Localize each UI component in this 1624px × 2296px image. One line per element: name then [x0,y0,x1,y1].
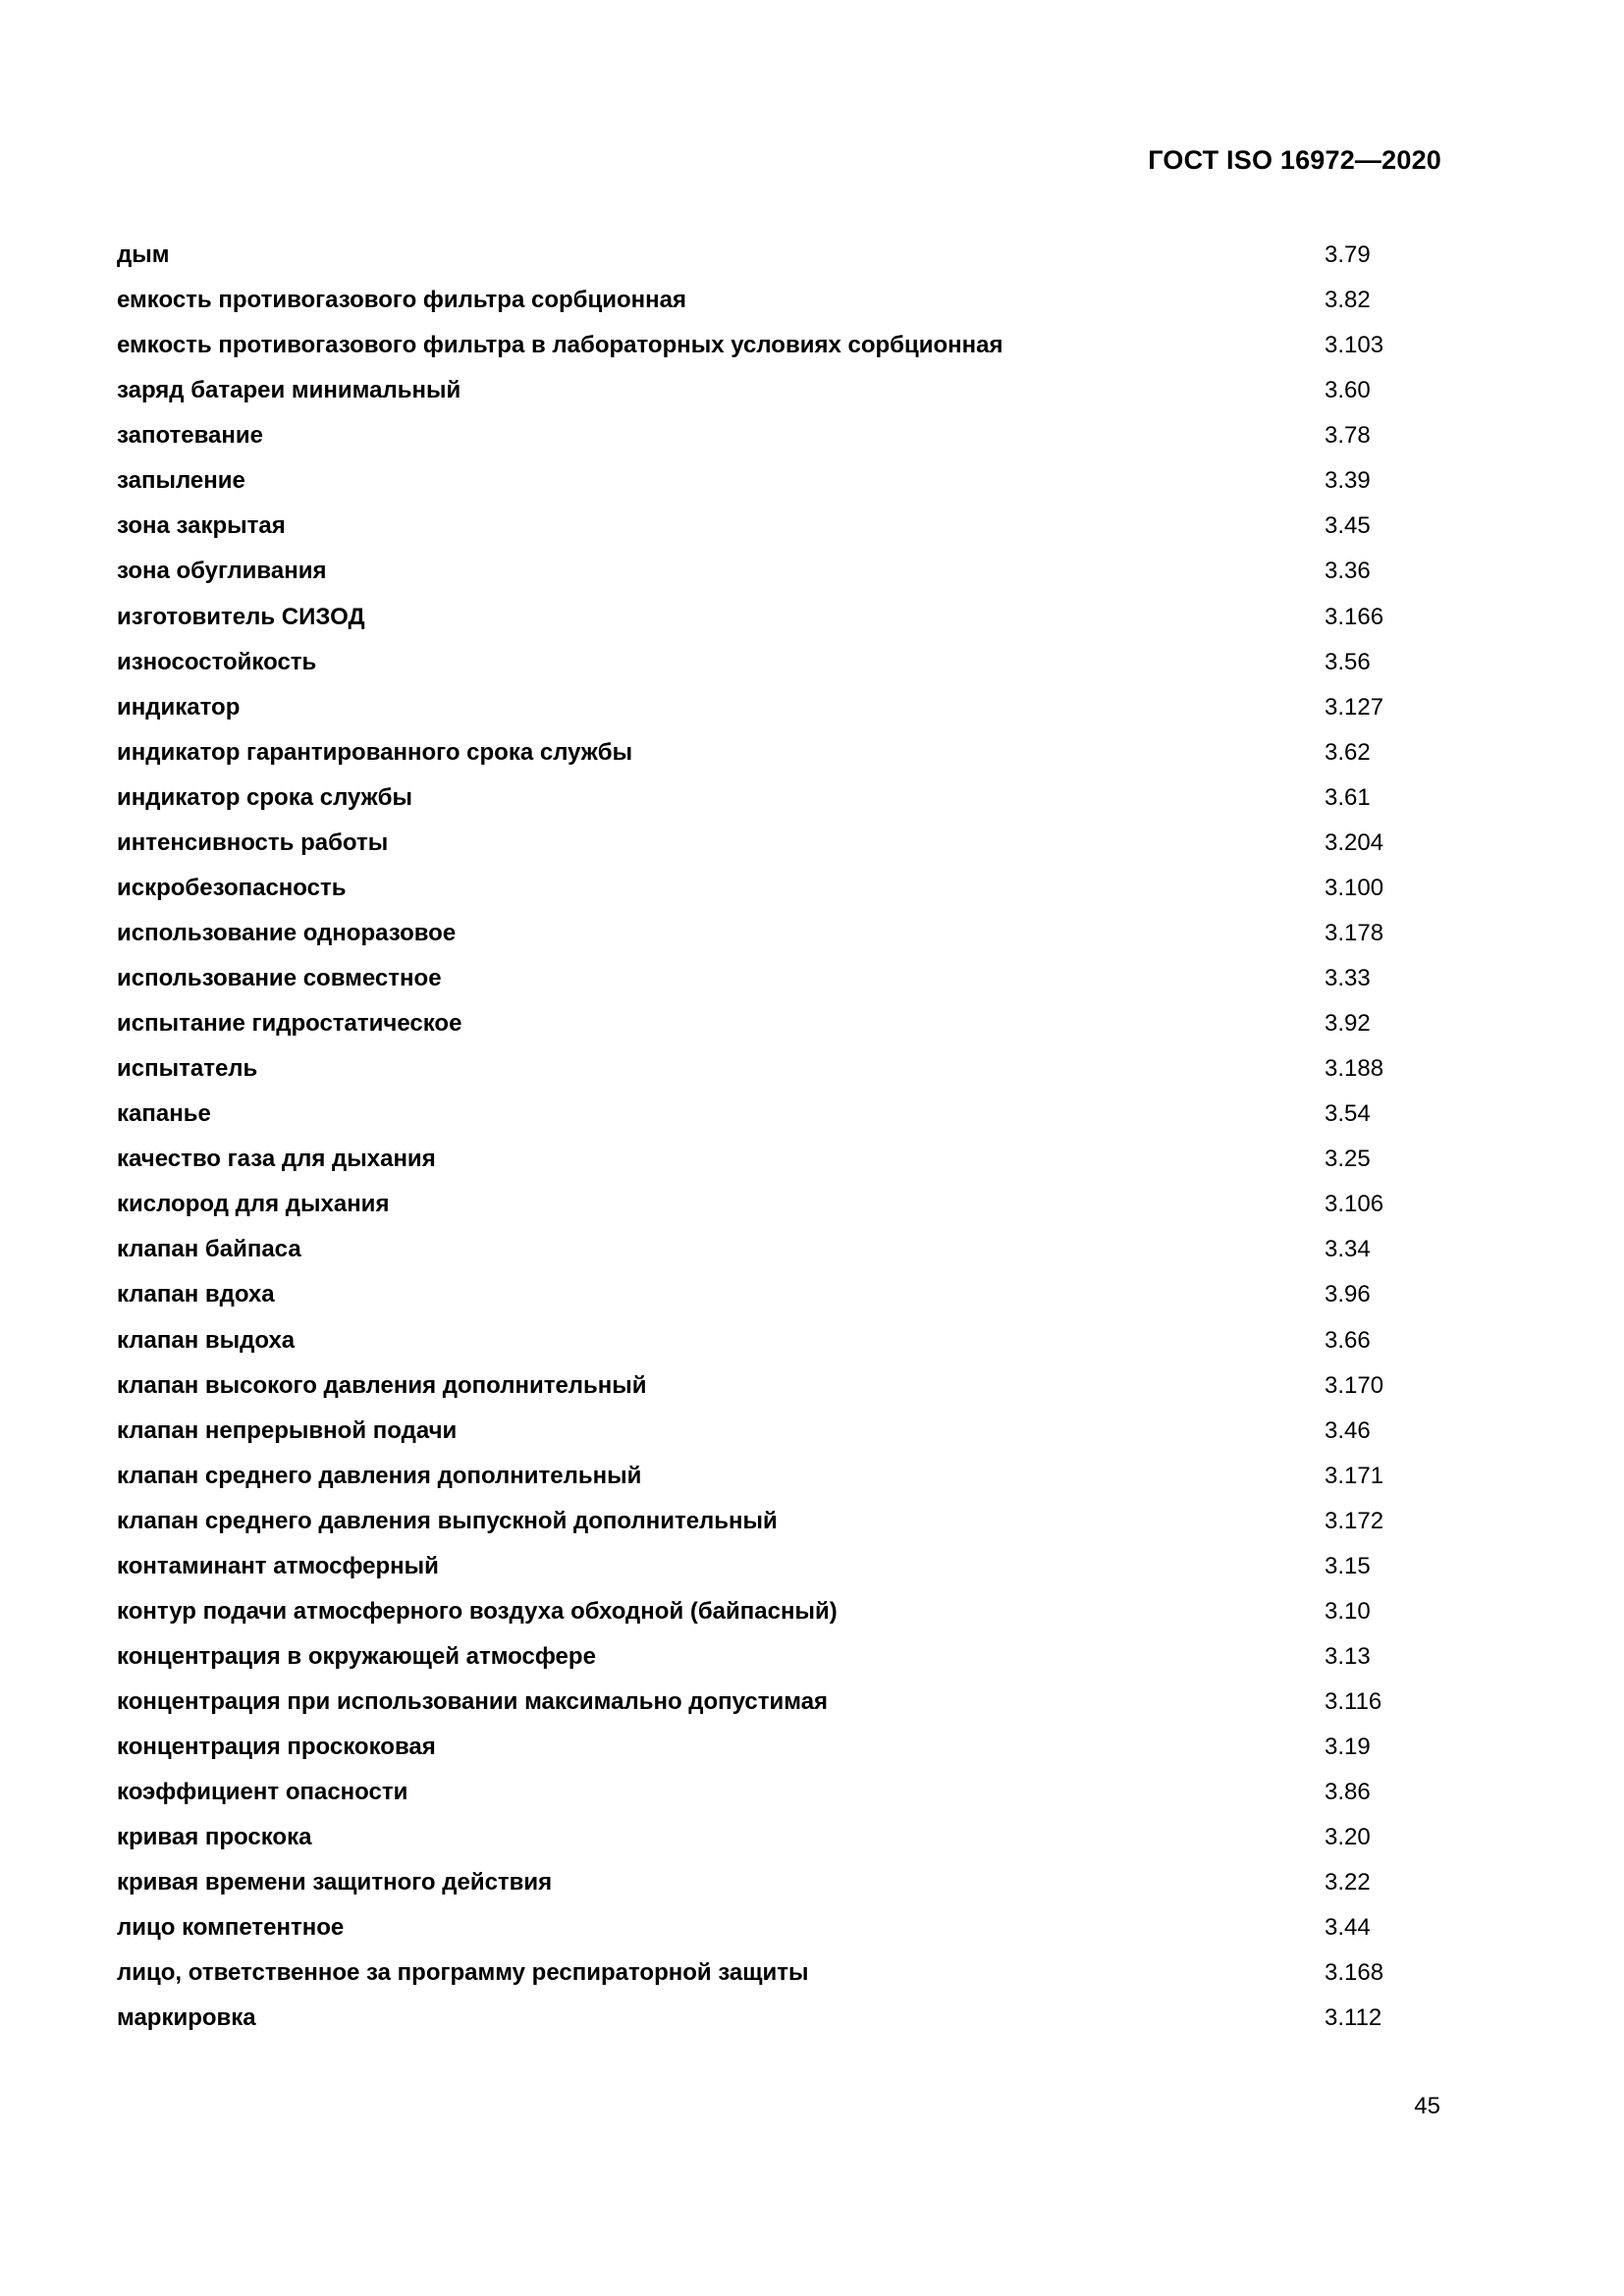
index-entry [117,1594,1393,1639]
index-reference: 3.39 [1325,467,1371,495]
index-term: качество газа для дыхания [117,1146,436,1173]
index-entry [117,780,1393,826]
index-term: испытание гидростатическое [117,1010,462,1038]
index-reference: 3.96 [1325,1281,1371,1308]
index-term: зона обугливания [117,558,327,585]
index-reference: 3.92 [1325,1010,1371,1038]
index-term: клапан непрерывной подачи [117,1416,458,1444]
index-reference: 3.172 [1325,1507,1384,1534]
index-term: запотевание [117,422,264,450]
index-reference: 3.171 [1325,1462,1384,1489]
index-term: индикатор гарантированного срока службы [117,738,633,766]
index-reference: 3.166 [1325,603,1384,630]
index-entry [117,1414,1393,1459]
index-reference: 3.170 [1325,1371,1384,1399]
index-term: кривая проскока [117,1824,312,1851]
index-reference: 3.15 [1325,1552,1371,1579]
index-entry [117,916,1393,961]
index-reference: 3.86 [1325,1779,1371,1806]
index-entry [117,1142,1393,1187]
index-term: емкость противогазового фильтра сорбционная [117,287,686,314]
index-reference: 3.61 [1325,783,1371,811]
index-term: лицо, ответственное за программу респираторной защиты [117,1959,809,1987]
index-reference: 3.54 [1325,1100,1371,1128]
index-reference: 3.13 [1325,1642,1371,1670]
index-reference: 3.34 [1325,1236,1371,1263]
index-term: маркировка [117,2004,256,2032]
index-term: лицо компетентное [117,1914,345,1942]
index-entry [117,508,1393,554]
index-term: индикатор [117,693,241,721]
index-entry [117,645,1393,690]
index-reference: 3.56 [1325,648,1371,675]
index-term: клапан байпаса [117,1236,301,1263]
index-reference: 3.127 [1325,693,1384,721]
alphabetical-index [117,238,1393,2047]
index-entry [117,418,1393,463]
index-entry [117,1187,1393,1232]
index-reference: 3.33 [1325,965,1371,991]
index-term: клапан среднего давления дополнительный [117,1462,642,1489]
index-entry [117,826,1393,871]
index-entry [117,1684,1393,1730]
index-reference: 3.44 [1325,1914,1371,1942]
index-term: концентрация в окружающей атмосфере [117,1642,596,1670]
index-entry [117,1096,1393,1142]
index-entry [117,871,1393,916]
index-entry [117,1323,1393,1368]
index-reference: 3.25 [1325,1146,1371,1173]
index-reference: 3.78 [1325,422,1371,450]
index-reference: 3.82 [1325,287,1371,314]
index-term: запыление [117,467,245,495]
index-reference: 3.10 [1325,1597,1371,1625]
index-term: заряд батареи минимальный [117,377,461,404]
index-term: клапан высокого давления дополнительный [117,1371,647,1399]
index-reference: 3.66 [1325,1326,1371,1354]
index-reference: 3.168 [1325,1959,1384,1987]
index-entry [117,1051,1393,1096]
index-entry [117,1368,1393,1414]
index-entry [117,463,1393,508]
index-term: искробезопасность [117,874,347,901]
index-term: капанье [117,1100,211,1128]
index-entry [117,1639,1393,1684]
index-entry [117,1006,1393,1051]
index-entry [117,1459,1393,1504]
index-reference: 3.20 [1325,1824,1371,1851]
index-term: контаминант атмосферный [117,1552,439,1579]
index-term: клапан выдоха [117,1326,296,1354]
index-reference: 3.106 [1325,1191,1384,1218]
index-term: интенсивность работы [117,828,389,856]
index-entry [117,1910,1393,1955]
index-entry [117,283,1393,328]
index-term: использование одноразовое [117,919,457,946]
index-entry [117,328,1393,373]
index-entry [117,1775,1393,1820]
index-reference: 3.79 [1325,241,1371,268]
index-entry [117,238,1393,283]
index-entry [117,1549,1393,1594]
index-term: кривая времени защитного действия [117,1869,553,1896]
index-term: кислород для дыхания [117,1191,390,1218]
index-entry [117,1232,1393,1277]
index-reference: 3.22 [1325,1869,1371,1896]
index-term: емкость противогазового фильтра в лабораторных условиях сорбционная [117,332,1003,359]
index-entry [117,2001,1393,2046]
index-entry [117,373,1393,418]
index-reference: 3.103 [1325,332,1384,359]
index-entry [117,735,1393,780]
index-entry [117,1730,1393,1775]
index-reference: 3.100 [1325,874,1384,901]
index-reference: 3.178 [1325,919,1384,946]
index-reference: 3.36 [1325,558,1371,585]
page-number: 45 [1414,2093,1440,2119]
index-reference: 3.112 [1325,2004,1382,2032]
index-term: изготовитель СИЗОД [117,603,365,630]
index-entry [117,600,1393,645]
index-term: концентрация проскоковая [117,1734,436,1761]
index-term: концентрация при использовании максимально допустимая [117,1688,829,1715]
index-term: износостойкость [117,648,317,675]
index-entry [117,690,1393,735]
index-reference: 3.60 [1325,377,1371,404]
index-term: использование совместное [117,965,442,991]
index-term: коэффициент опасности [117,1779,408,1806]
index-term: дым [117,241,170,268]
index-term: клапан вдоха [117,1281,275,1308]
index-reference: 3.62 [1325,738,1371,766]
index-term: контур подачи атмосферного воздуха обходной (байпасный) [117,1597,838,1625]
index-reference: 3.19 [1325,1734,1371,1761]
index-reference: 3.204 [1325,828,1384,856]
index-term: клапан среднего давления выпускной дополнительный [117,1507,778,1534]
index-reference: 3.188 [1325,1055,1384,1083]
document-header: ГОСТ ISO 16972—2020 [1148,145,1441,175]
index-reference: 3.45 [1325,512,1371,540]
index-term: зона закрытая [117,512,286,540]
index-entry [117,1865,1393,1910]
index-term: испытатель [117,1055,258,1083]
index-entry [117,1504,1393,1549]
index-entry [117,1820,1393,1865]
index-term: индикатор срока службы [117,783,412,811]
index-entry [117,554,1393,599]
index-entry [117,1277,1393,1322]
index-entry [117,1955,1393,2001]
index-reference: 3.116 [1325,1688,1382,1715]
index-entry [117,961,1393,1006]
index-reference: 3.46 [1325,1416,1371,1444]
